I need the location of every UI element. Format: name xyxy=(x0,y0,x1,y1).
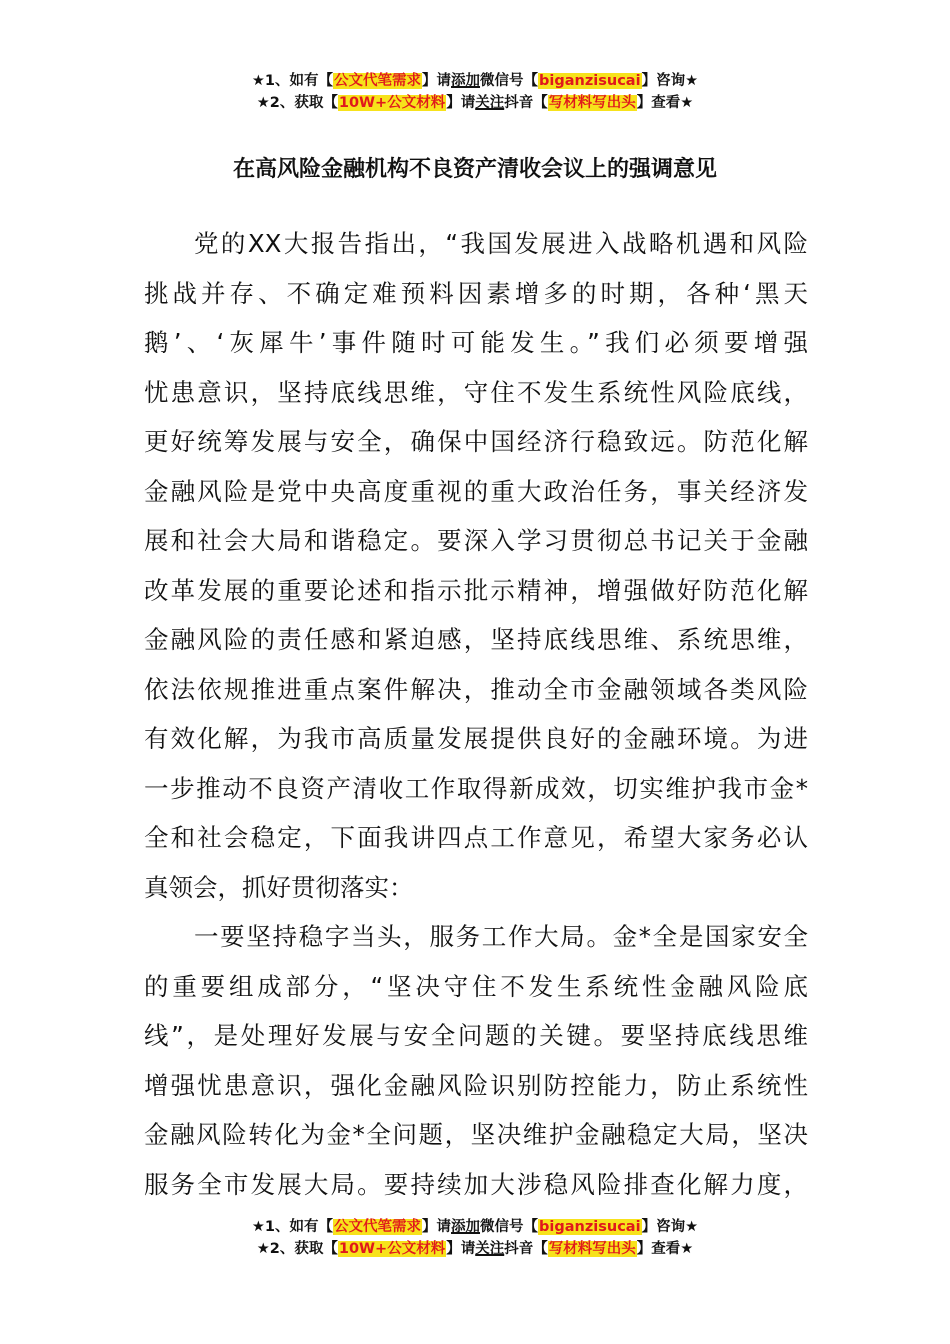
banner-line-1 xyxy=(0,1216,950,1238)
banner-text: 】请 xyxy=(422,1219,452,1235)
banner-underlined: 添加 xyxy=(451,1219,481,1235)
banner-text: 抖音【 xyxy=(504,1241,548,1257)
text-line: 增强忧患意识，强化金融风险识别防控能力，防止系统性 xyxy=(144,1070,808,1100)
banner-text: 】咨询★ xyxy=(641,73,699,89)
text-line: 真领会，抓好贯彻落实： xyxy=(144,872,414,902)
text-line: 的重要组成部分，“坚决守住不发生系统性金融风险底 xyxy=(144,971,808,1001)
text-line: 忧患意识，坚持底线思维，守住不发生系统性风险底线， xyxy=(144,377,808,407)
text-line: 展和社会大局和谐稳定。要深入学习贯彻总书记关于金融 xyxy=(144,526,808,555)
banner-text: 】请 xyxy=(446,95,476,111)
banner-line-2 xyxy=(0,1238,950,1260)
text-line: 一要坚持稳字当头，服务工作大局。金*全是国家安全 xyxy=(194,922,808,951)
banner-text: 】请 xyxy=(422,73,452,89)
text-line: 党的XX大报告指出，“我国发展进入战略机遇和风险 xyxy=(194,229,808,258)
text-line: 鹅’、‘灰犀牛’事件随时可能发生。”我们必须要增强 xyxy=(144,328,808,357)
banner-highlight: 10W+公文材料 xyxy=(338,1241,446,1257)
banner-underlined: 关注 xyxy=(475,1241,505,1257)
banner-highlight: biganzisucai xyxy=(539,73,641,89)
document-title: 在高风险金融机构不良资产清收会议上的强调意见 xyxy=(232,157,717,182)
text-line: 全和社会稳定，下面我讲四点工作意见，希望大家务必认 xyxy=(144,823,808,852)
banner-text: 】查看★ xyxy=(636,95,694,111)
banner-highlight: 写材料写出头 xyxy=(548,95,636,111)
text-line: 改革发展的重要论述和指示批示精神，增强做好防范化解 xyxy=(144,575,808,605)
text-line: 金融风险的责任感和紧迫感，坚持底线思维、系统思维， xyxy=(144,625,808,654)
text-line: 金融风险是党中央高度重视的重大政治任务，事关经济发 xyxy=(144,476,808,506)
text-line: 依法依规推进重点案件解决，推动全市金融领域各类风险 xyxy=(144,674,808,704)
banner-highlight: biganzisucai xyxy=(539,1219,641,1235)
banner-text: ★2、获取【 xyxy=(256,95,338,111)
text-line: 有效化解，为我市高质量发展提供良好的金融环境。为进 xyxy=(144,724,808,753)
banner-highlight: 公文代笔需求 xyxy=(334,73,422,89)
banner-text: 微信号【 xyxy=(480,73,539,89)
banner-underlined: 关注 xyxy=(475,95,505,111)
text-line: 更好统筹发展与安全，确保中国经济行稳致远。防范化解 xyxy=(144,427,808,456)
banner-highlight: 写材料写出头 xyxy=(548,1241,636,1257)
banner-underlined: 添加 xyxy=(451,73,481,89)
banner-text: ★2、获取【 xyxy=(256,1241,338,1257)
header-banner xyxy=(0,70,950,114)
banner-text: 抖音【 xyxy=(504,95,548,111)
text-line: 服务全市发展大局。要持续加大涉稳风险排查化解力度， xyxy=(144,1169,808,1199)
text-line: 一步推动不良资产清收工作取得新成效，切实维护我市金* xyxy=(144,773,808,803)
banner-text: 】请 xyxy=(446,1241,476,1257)
text-line: 挑战并存、不确定难预料因素增多的时期，各种‘黑天 xyxy=(144,278,808,308)
banner-text: 微信号【 xyxy=(480,1219,539,1235)
banner-text: ★1、如有【 xyxy=(251,73,334,89)
banner-line-2 xyxy=(0,92,950,114)
banner-highlight: 10W+公文材料 xyxy=(338,95,446,111)
banner-text: ★1、如有【 xyxy=(251,1219,334,1235)
text-line: 线”，是处理好发展与安全问题的关键。要坚持底线思维 xyxy=(144,1021,808,1050)
document-body xyxy=(144,219,808,1209)
paragraph-1 xyxy=(144,219,808,912)
banner-highlight: 公文代笔需求 xyxy=(334,1219,422,1235)
banner-text: 】咨询★ xyxy=(641,1219,699,1235)
banner-text: 】查看★ xyxy=(636,1241,694,1257)
footer-banner xyxy=(0,1216,950,1260)
text-line: 金融风险转化为金*全问题，坚决维护金融稳定大局，坚决 xyxy=(144,1120,808,1149)
banner-line-1 xyxy=(0,70,950,92)
paragraph-2 xyxy=(144,912,808,1209)
